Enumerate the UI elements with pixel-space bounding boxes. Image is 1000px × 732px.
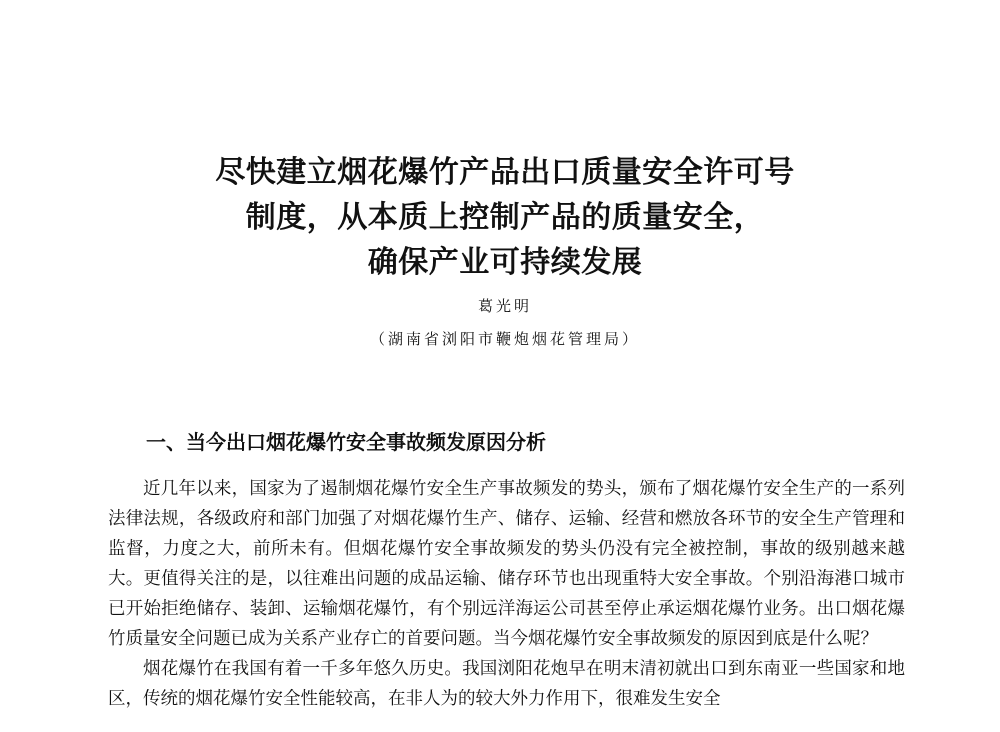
section-heading: 一、当今出口烟花爆竹安全事故频发原因分析 xyxy=(146,430,546,454)
title-line-3: 确保产业可持续发展 xyxy=(367,245,643,280)
title-line-2: 制度，从本质上控制产品的质量安全， xyxy=(245,200,765,235)
title-line-1: 尽快建立烟花爆竹产品出口质量安全许可号 xyxy=(215,155,795,190)
author-name: 葛光明 xyxy=(477,297,532,315)
paragraph: 烟花爆竹在我国有着一千多年悠久历史。我国浏阳花炮早在明末清初就出口到东南亚一些国家和地区，传统的烟花爆竹安全性能较高，在非人为的较大外力作用下，很难发生安全 xyxy=(108,659,905,709)
author-affiliation: （湖南省浏阳市鞭炮烟花管理局） xyxy=(369,330,640,348)
body-text xyxy=(108,474,905,714)
paragraph: 近几年以来，国家为了遏制烟花爆竹安全生产事故频发的势头，颁布了烟花爆竹安全生产的一系列法律法规，各级政府和部门加强了对烟花爆竹生产、储存、运输、经营和燃放各环节的安全生产管理和监督，力度之大，前所未有。但烟花爆竹安全事故频发的势头仍没有完全被控制，事故的级别越来越大。更值得关注的是，以往难出问题的成品运输、储存环节也出现重特大安全事故。个别沿海港口城市已开始拒绝储存、装卸、运输烟花爆竹，有个别远洋海运公司甚至停止承运烟花爆竹业务。出口烟花爆竹质量安全问题已成为关系产业存亡的首要问题。当今烟花爆竹安全事故频发的原因到底是什么呢？ xyxy=(108,479,905,649)
article-title xyxy=(100,150,910,285)
